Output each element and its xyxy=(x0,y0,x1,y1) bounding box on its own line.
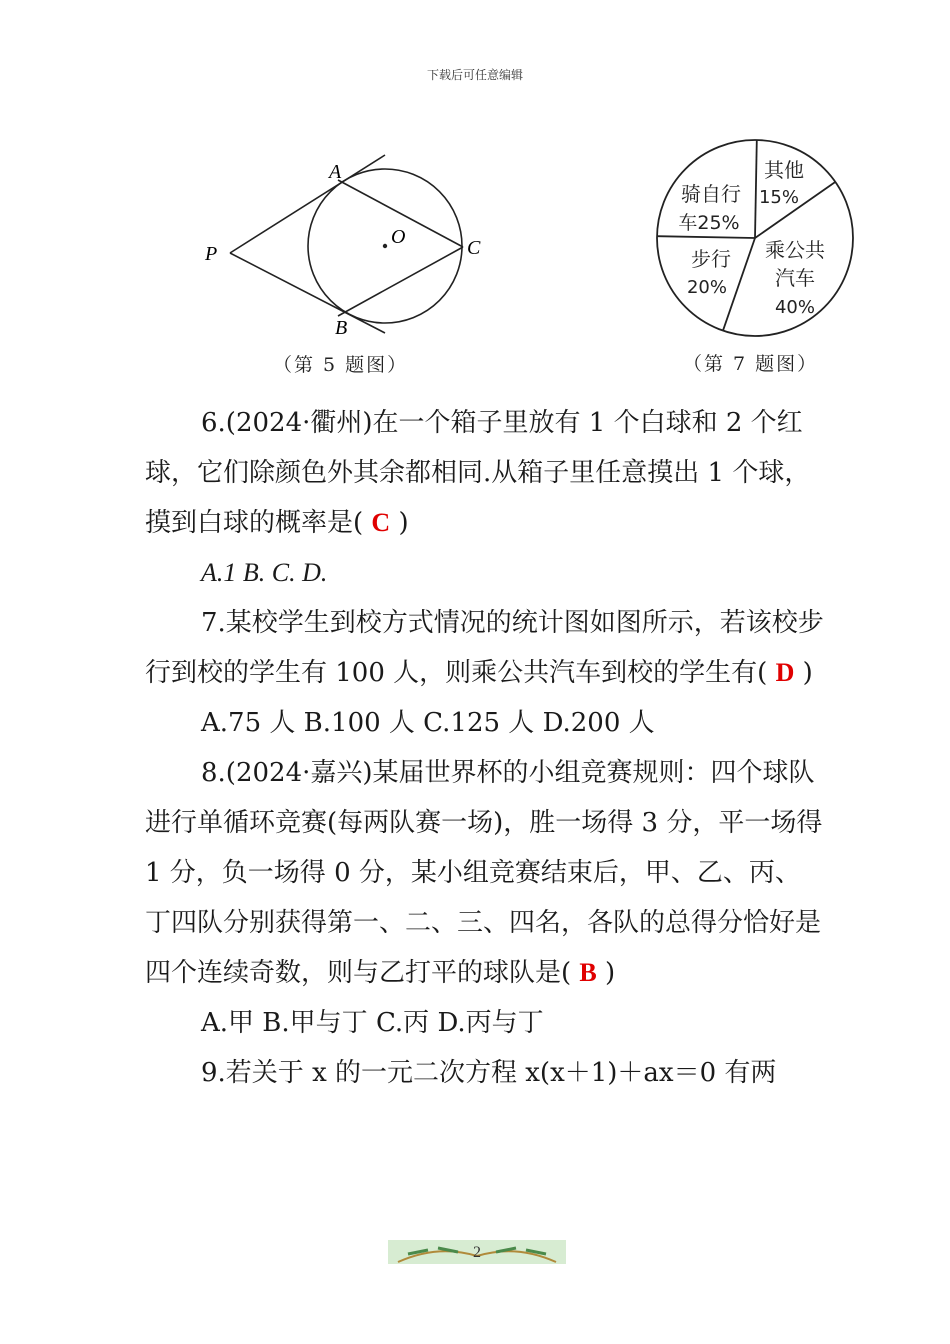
pie-chart xyxy=(645,135,865,345)
page-header: 下载后可任意编辑 xyxy=(426,68,523,82)
question-7-answer: D xyxy=(775,658,795,687)
label-p: P xyxy=(205,243,218,265)
slice-label-walk-value: 20% xyxy=(686,277,728,298)
label-b: B xyxy=(335,317,348,339)
slice-label-other-name: 其他 xyxy=(764,158,804,182)
slice-label-bus-value: 40% xyxy=(774,297,816,318)
question-7-stem: 7.某校学生到校方式情况的统计图如图所示，若该校步行到校的学生有 100 人，则乘公共汽车到校的学生有( xyxy=(145,608,824,688)
question-8-answer: B xyxy=(579,958,597,987)
question-6-stem: 6.(2024·衢州)在一个箱子里放有 1 个白球和 2 个红球，它们除颜色外其余都相同.从箱子里任意摸出 1 个球，摸到白球的概率是( xyxy=(145,408,811,538)
question-7-options: A.75 人 B.100 人 C.125 人 D.200 人 xyxy=(201,708,655,738)
question-7-close: ) xyxy=(802,658,813,688)
question-6 xyxy=(145,398,825,548)
question-8-stem: 8.(2024·嘉兴)某届世界杯的小组竞赛规则：四个球队进行单循环竞赛(每两队赛一场)，胜一场得 3 分，平一场得 1 分，负一场得 0 分，某小组竞赛结束后，甲、乙、丙、丁四队分别获得第一、二、三、四名，各队的总得分恰好是四个连续奇数，则与乙打平的球队是( xyxy=(145,758,823,988)
slice-label-bus-name-2: 汽车 xyxy=(775,266,815,290)
tangent-pa xyxy=(230,155,385,253)
question-6-answer: C xyxy=(371,508,391,537)
page-footer xyxy=(388,1236,566,1268)
boundary-other-start xyxy=(755,140,757,238)
slice-label-bike-name: 骑自行 xyxy=(681,182,741,206)
slice-label-other-value: 15% xyxy=(758,187,800,208)
question-6-close: ) xyxy=(398,508,409,538)
question-8 xyxy=(145,748,825,998)
question-content xyxy=(145,398,825,1098)
label-a: A xyxy=(329,161,342,183)
slice-label-bus-name-1: 乘公共 xyxy=(765,238,825,262)
label-o: O xyxy=(391,226,406,248)
question-6-options xyxy=(145,548,825,598)
label-c: C xyxy=(467,237,481,259)
figure-5-diagram xyxy=(195,150,495,380)
chord-bc xyxy=(338,247,463,316)
center-point xyxy=(383,244,387,248)
question-7 xyxy=(145,598,825,698)
page-number: 2 xyxy=(473,1244,481,1261)
question-6-options-text: A.1 B. C. D. xyxy=(201,558,328,587)
figure-7 xyxy=(645,135,865,380)
figure-5-caption: （第 5 题图） xyxy=(273,354,409,376)
slice-label-walk-name: 步行 xyxy=(691,247,731,271)
slice-label-bike-value: 车25% xyxy=(678,212,740,234)
figure-5 xyxy=(195,150,495,380)
figure-7-caption: （第 7 题图） xyxy=(683,353,819,375)
tangent-pb xyxy=(230,253,385,333)
question-9: 9.若关于 x 的一元二次方程 x(x＋1)＋ax＝0 有两 xyxy=(201,1058,777,1088)
footer-book-icon xyxy=(388,1236,566,1268)
question-8-close: ) xyxy=(605,958,616,988)
boundary-walk-bike xyxy=(657,236,755,238)
question-8-options: A.甲 B.甲与丁 C.丙 D.丙与丁 xyxy=(201,1008,544,1038)
